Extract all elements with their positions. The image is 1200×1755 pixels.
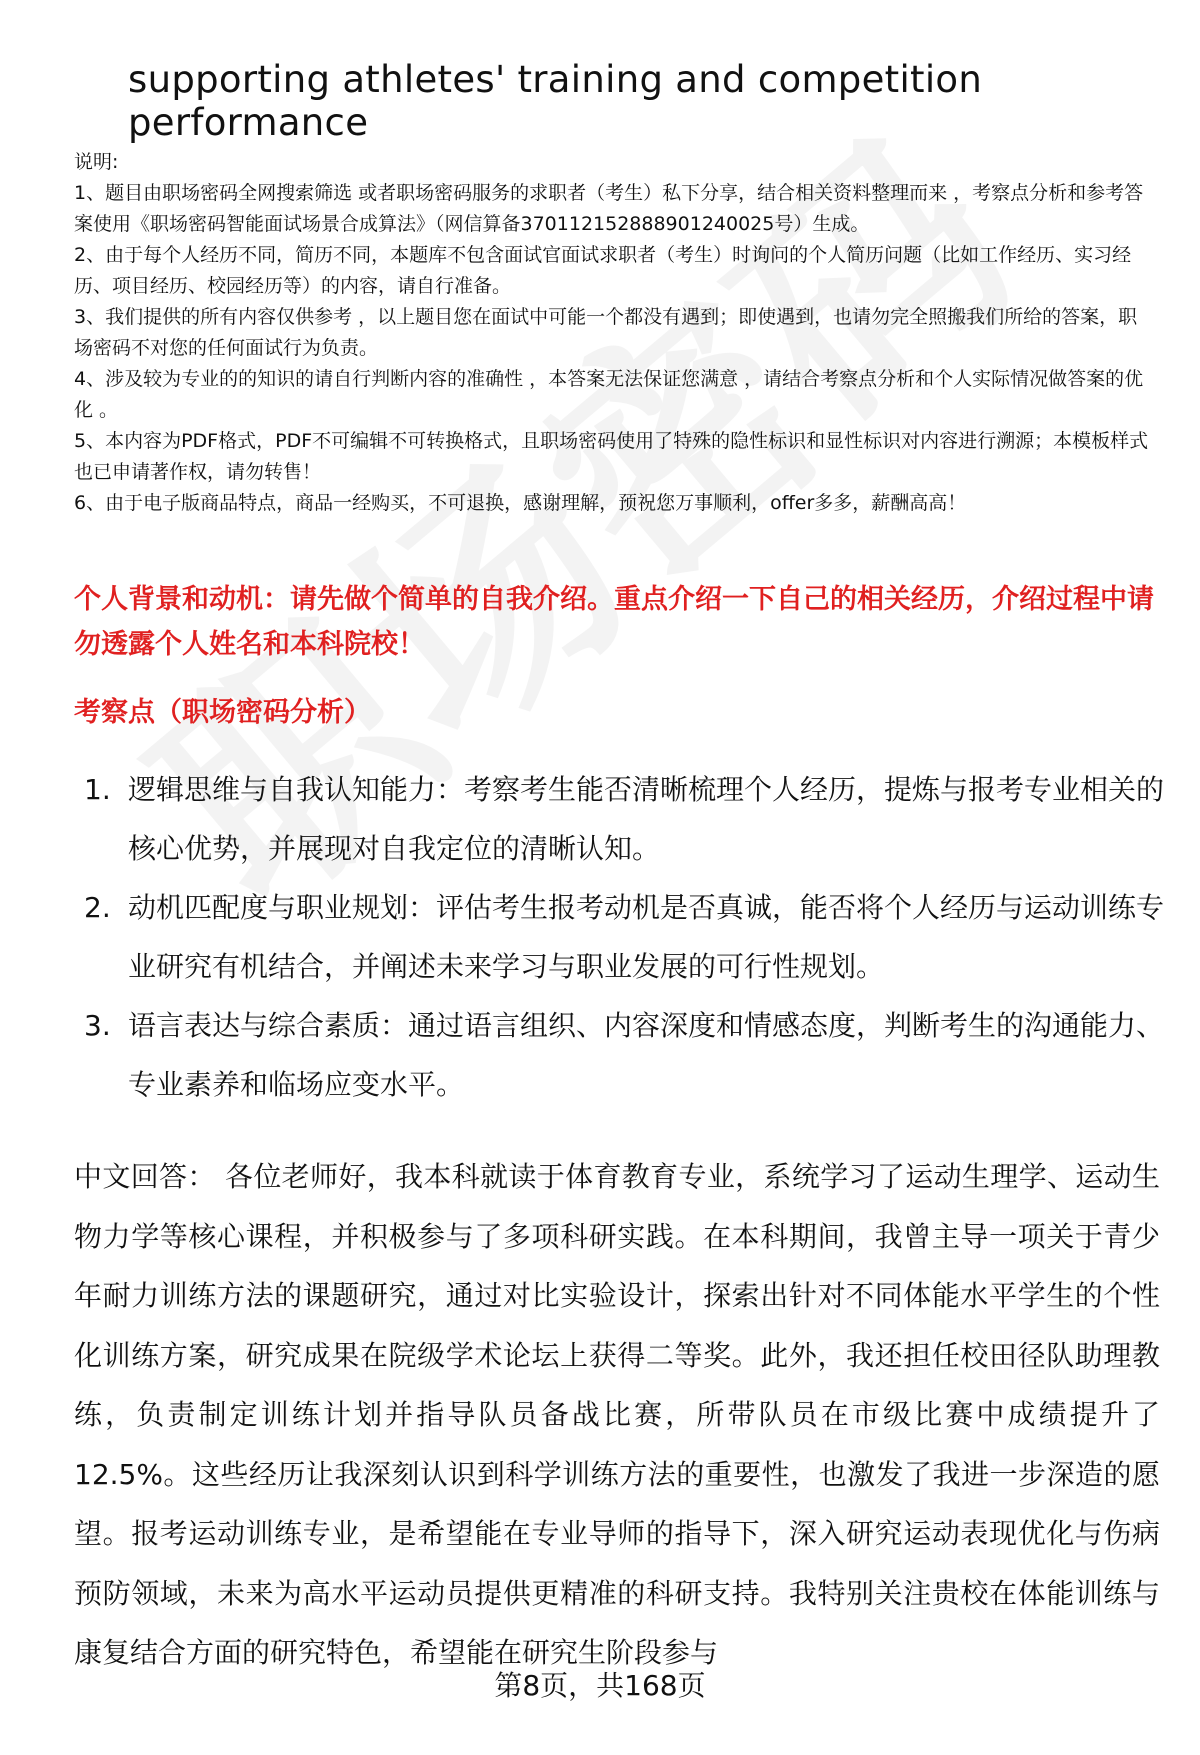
header-text: supporting athletes' training and competition performance [128, 58, 983, 144]
analysis-point [84, 760, 1164, 878]
question-heading: 个人背景和动机：请先做个简单的自我介绍。重点介绍一下自己的相关经历，介绍过程中请勿透露个人姓名和本科院校！ [74, 584, 1154, 660]
point-text: 语言表达与综合素质：通过语言组织、内容深度和情感态度，判断考生的沟通能力、专业素养和临场应变水平。 [128, 1009, 1165, 1101]
analysis-title: 考察点（职场密码分析） [74, 697, 371, 728]
point-number: 3. [84, 1009, 111, 1042]
notes-item: 1、题目由职场密码全网搜索筛选 或者职场密码服务的求职者（考生）私下分享，结合相关资料整理而来 ，考察点分析和参考答案使用《职场密码智能面试场景合成算法》（网信算备370112152888901240025号）生成。 [74, 182, 1144, 235]
analysis-point [84, 878, 1164, 996]
notes-section [74, 147, 1154, 519]
notes-item: 4、涉及较为专业的的知识的请自行判断内容的准确性 ，本答案无法保证您满意 ，请结合考察点分析和个人实际情况做答案的优化 。 [74, 368, 1144, 421]
notes-item: 6、由于电子版商品特点，商品一经购买，不可退换，感谢理解，预祝您万事顺利，offer多多，薪酬高高！ [74, 492, 967, 514]
analysis-points [84, 760, 1164, 1114]
answer-paragraph: 中文回答： 各位老师好，我本科就读于体育教育专业，系统学习了运动生理学、运动生物力学等核心课程，并积极参与了多项科研实践。在本科期间，我曾主导一项关于青少年耐力训练方法的课题研究，通过对比实验设计，探索出针对不同体能水平学生的个性化训练方案，研究成果在院级学术论坛上获得二等奖。此外，我还担任校田径队助理教练，负责制定训练计划并指导队员备战比赛，所带队员在市级比赛中成绩提升了12.5%。这些经历让我深刻认识到科学训练方法的重要性，也激发了我进一步深造的愿望。报考运动训练专业，是希望能在专业导师的指导下，深入研究运动表现优化与伤病预防领域，未来为高水平运动员提供更精准的科研支持。我特别关注贵校在体能训练与康复结合方面的研究特色，希望能在研究生阶段参与 [74, 1160, 1160, 1669]
analysis-point [84, 996, 1164, 1114]
point-number: 2. [84, 891, 111, 924]
point-number: 1. [84, 773, 111, 806]
notes-item: 2、由于每个人经历不同，简历不同，本题库不包含面试官面试求职者（考生）时询问的个人简历问题（比如工作经历、实习经历、项目经历、校园经历等）的内容，请自行准备。 [74, 244, 1132, 297]
notes-title: 说明: [74, 151, 119, 173]
point-text: 动机匹配度与职业规划：评估考生报考动机是否真诚，能否将个人经历与运动训练专业研究有机结合，并阐述未来学习与职业发展的可行性规划。 [128, 891, 1165, 983]
notes-item: 5、本内容为PDF格式，PDF不可编辑不可转换格式，且职场密码使用了特殊的隐性标识和显性标识对内容进行溯源；本模板样式也已申请著作权，请勿转售！ [74, 430, 1149, 483]
point-text: 逻辑思维与自我认知能力：考察考生能否清晰梳理个人经历，提炼与报考专业相关的核心优势，并展现对自我定位的清晰认知。 [128, 773, 1165, 865]
page-number: 第8页，共168页 [494, 1669, 706, 1702]
notes-item: 3、我们提供的所有内容仅供参考 ，以上题目您在面试中可能一个都没有遇到；即使遇到，也请勿完全照搬我们所给的答案，职场密码不对您的任何面试行为负责。 [74, 306, 1138, 359]
